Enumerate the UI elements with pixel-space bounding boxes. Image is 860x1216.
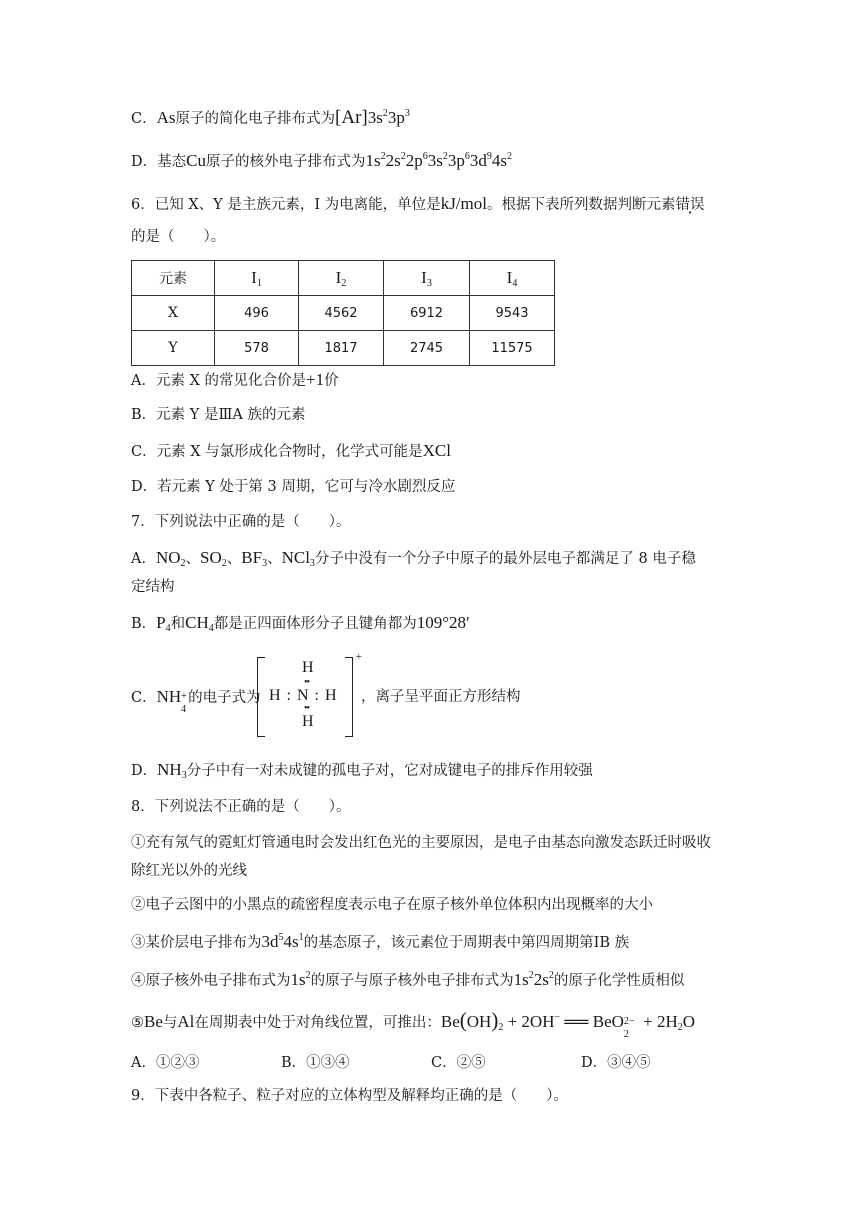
formula-as: As xyxy=(156,108,176,127)
q6-option-b xyxy=(131,405,306,425)
statement-text: ⑤ xyxy=(131,1015,144,1031)
option-text: 分子中有一对未成键的孤电子对，它对成键电子的排斥作用较强 xyxy=(186,763,593,779)
choice-a: A．①②③ xyxy=(131,1055,200,1071)
table-cell: 1817 xyxy=(299,331,384,366)
option-text: C．元素 X 与氯形成化合物时，化学式可能是 xyxy=(131,444,423,460)
q6-stem-line2 xyxy=(131,227,225,247)
valence-value: +1 xyxy=(306,370,325,389)
electron-pair-top: •• xyxy=(304,677,310,688)
q8-stem xyxy=(131,797,350,817)
formula-so2: $SO_2$ xyxy=(200,548,227,569)
table-header-row xyxy=(132,261,555,296)
statement-text: ①充有氖气的霓虹灯管通电时会发出红色光的主要原因，是电子由基态向激发态跃迁时吸收 xyxy=(131,835,711,851)
formula-ncl3: NCl$_3$ xyxy=(281,548,315,569)
q6-stem-line1 xyxy=(131,194,704,215)
table-cell: 6912 xyxy=(384,296,470,331)
option-label: D． xyxy=(131,154,158,170)
option-text: B．元素 Y 是ⅢA 族的元素 xyxy=(131,407,306,423)
charge-plus: + xyxy=(355,651,362,663)
table-row xyxy=(132,331,555,366)
q9-stem xyxy=(131,1086,568,1106)
option-label: D． xyxy=(131,763,158,779)
option-text: 原子的核外电子排布式为 xyxy=(205,154,366,170)
question-text: 6．已知 X、Y 是主族元素，I 为电离能，单位是 xyxy=(131,197,441,213)
q7-option-c xyxy=(131,687,261,715)
table-cell: 11575 xyxy=(470,331,555,366)
formula-molecules: $NO_2$ xyxy=(155,548,186,569)
option-text: 原子的简化电子排布式为 xyxy=(175,111,336,127)
statement-text: 的原子化学性质相似 xyxy=(553,973,685,989)
table-header-cell: $I_4$ xyxy=(470,261,555,296)
table-header-cell: $I_3$ xyxy=(384,261,470,296)
formula-bf3: $BF_3$ xyxy=(241,548,268,569)
separator: 、 xyxy=(185,551,201,567)
table-cell: X xyxy=(132,296,215,331)
question-text: 9．下表中各粒子、粒子对应的立体构型及解释均正确的是（ ）。 xyxy=(131,1088,568,1104)
option-text: 和 xyxy=(170,616,186,632)
formula-1s2-2s2: $1s^22s^2$ xyxy=(513,970,554,989)
table-cell: 4562 xyxy=(299,296,384,331)
table-header-cell: 元素 xyxy=(132,261,215,296)
table-header-cell: $I_1$ xyxy=(215,261,299,296)
electron-pair-bottom: •• xyxy=(304,703,310,714)
choice-c: C．②⑤ xyxy=(431,1055,486,1071)
atom-row-middle: H : N : H xyxy=(269,687,338,704)
statement-text: 除红光以外的光线 xyxy=(131,863,247,879)
table-cell: 578 xyxy=(215,331,299,366)
electron-dot-formula-nh4 xyxy=(255,651,362,737)
table-cell: 496 xyxy=(215,296,299,331)
statement-text: 的原子与原子核外电子排布式为 xyxy=(310,973,514,989)
formula-be: Be xyxy=(144,1012,163,1031)
option-label: C． xyxy=(131,111,157,127)
q5-option-d xyxy=(131,151,512,172)
ionization-table xyxy=(131,260,555,366)
q7-option-d xyxy=(131,760,593,781)
formula-ar-core: [Ar] xyxy=(335,107,368,128)
bond-angle: 109°28′ xyxy=(416,613,470,632)
q7-option-c-tail xyxy=(361,687,521,707)
table-row xyxy=(132,296,555,331)
formula-valence-config: $3d^54s^1$ xyxy=(261,932,304,951)
formula-nh4-plus: NH + 4 xyxy=(156,687,187,715)
option-label: A． xyxy=(131,551,156,567)
option-text: 分子中没有一个分子中原子的最外层电子都满足了 8 电子稳 xyxy=(314,551,696,567)
right-bracket xyxy=(345,657,353,737)
table-header-cell: $I_2$ xyxy=(299,261,384,296)
statement-text: 的基态原子，该元素位于周期表中第四周期第ⅠB 族 xyxy=(303,935,630,951)
question-text: 7．下列说法中正确的是（ ）。 xyxy=(131,514,351,530)
option-text: 价 xyxy=(324,373,339,389)
option-label: C． xyxy=(131,690,157,706)
formula-ch4: $CH_4$ xyxy=(185,613,214,634)
unit-kj-mol: kJ/mol xyxy=(440,194,487,213)
option-text: ，离子呈平面正方形结构 xyxy=(361,689,521,705)
option-text: 基态 xyxy=(157,154,187,170)
table-cell: 2745 xyxy=(384,331,470,366)
formula-cu-config: $1s^22s^22p^63s^23p^63d^94s^2$ xyxy=(365,151,512,170)
formula-cu: Cu xyxy=(186,151,206,170)
question-text: 的是（ ）。 xyxy=(131,229,226,245)
option-text: 的电子式为 xyxy=(188,690,261,706)
emphasis-text: 错误 xyxy=(675,197,705,213)
q8-statement-3 xyxy=(131,932,629,953)
q8-statement-2 xyxy=(131,895,653,915)
statement-text: ③某价层电子排布为 xyxy=(131,935,262,951)
choice-b: B．①③④ xyxy=(281,1055,350,1071)
formula-nh3: $NH_3$ xyxy=(157,760,187,781)
statement-text: 在周期表中处于对角线位置，可推出： xyxy=(194,1015,441,1031)
formula-p4: $P_4$ xyxy=(156,613,171,634)
reaction-equation: $Be(OH)_2 + 2OH^-$ ══ BeO 2− 2 + $2H_2O$ xyxy=(440,1008,696,1040)
q8-statement-4 xyxy=(131,970,684,991)
formula-config: $3s^23p^3$ xyxy=(367,108,410,127)
separator: 、 xyxy=(267,551,282,567)
option-text: D．若元素 Y 处于第 3 周期，它可与冷水剧烈反应 xyxy=(131,479,456,495)
separator: 、 xyxy=(226,551,242,567)
q6-option-d xyxy=(131,477,455,497)
atom-h-bottom: H xyxy=(302,713,314,730)
q7-option-b xyxy=(131,613,470,634)
q8-statement-1-line1 xyxy=(131,833,711,853)
q8-statement-1-line2 xyxy=(131,861,247,881)
statement-text: 与 xyxy=(162,1015,178,1031)
q7-option-a-line2 xyxy=(131,577,175,597)
formula-xcl: XCl xyxy=(422,441,451,460)
q6-option-a xyxy=(131,370,339,391)
option-label: B． xyxy=(131,616,157,632)
statement-text: ②电子云图中的小黑点的疏密程度表示电子在原子核外单位体积内出现概率的大小 xyxy=(131,897,653,913)
option-text: 都是正四面体形分子且键角都为 xyxy=(213,616,417,632)
q8-statement-5 xyxy=(131,1008,696,1040)
q7-stem xyxy=(131,512,350,532)
table-cell: 9543 xyxy=(470,296,555,331)
formula-al: Al xyxy=(177,1012,195,1031)
question-text: 8．下列说法不正确的是（ ）。 xyxy=(131,799,351,815)
question-text: 。根据下表所列数据判断元素 xyxy=(486,197,676,213)
left-bracket xyxy=(257,657,265,737)
q6-option-c xyxy=(131,441,451,462)
atom-h-top: H xyxy=(302,659,314,676)
choice-d: D．③④⑤ xyxy=(581,1055,651,1071)
option-text: 定结构 xyxy=(131,579,175,595)
formula-1s2: $1s^2$ xyxy=(290,970,311,989)
q5-option-c xyxy=(131,108,410,129)
statement-text: ④原子核外电子排布式为 xyxy=(131,973,291,989)
option-text: A．元素 X 的常见化合价是 xyxy=(131,373,307,389)
table-cell: Y xyxy=(132,331,215,366)
q7-option-a-line1 xyxy=(131,548,696,569)
